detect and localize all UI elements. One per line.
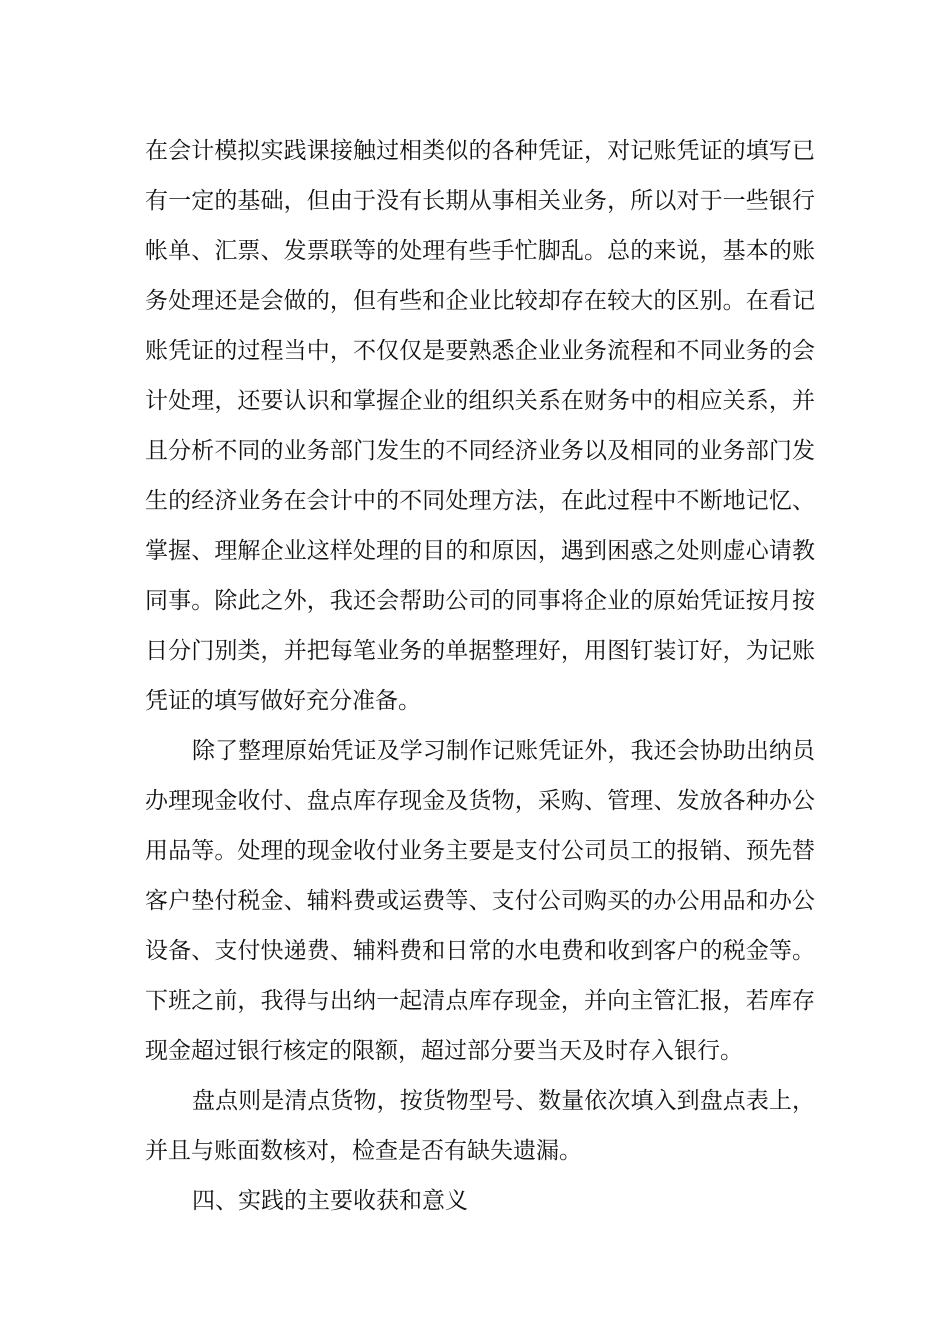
text-line: 计处理，还要认识和掌握企业的组织关系在财务中的相应关系，并	[145, 388, 815, 414]
text-line: 下班之前，我得与出纳一起清点库存现金，并向主管汇报，若库存	[145, 988, 815, 1014]
text-line: 用品等。处理的现金收付业务主要是支付公司员工的报销、预先替	[145, 838, 815, 864]
text-line: 凭证的填写做好充分准备。	[145, 688, 421, 714]
text-line: 日分门别类，并把每笔业务的单据整理好，用图钉装订好，为记账	[145, 638, 815, 664]
text-line: 盘点则是清点货物，按货物型号、数量依次填入到盘点表上，	[192, 1088, 815, 1114]
text-line: 且分析不同的业务部门发生的不同经济业务以及相同的业务部门发	[145, 438, 815, 464]
text-line: 生的经济业务在会计中的不同处理方法，在此过程中不断地记忆、	[145, 488, 815, 514]
text-line: 有一定的基础，但由于没有长期从事相关业务，所以对于一些银行	[145, 188, 815, 214]
section-heading: 四、实践的主要收获和意义	[192, 1188, 468, 1214]
text-line: 帐单、汇票、发票联等的处理有些手忙脚乱。总的来说，基本的账	[145, 238, 815, 264]
text-line: 账凭证的过程当中，不仅仅是要熟悉企业业务流程和不同业务的会	[145, 338, 815, 364]
text-line: 设备、支付快递费、辅料费和日常的水电费和收到客户的税金等。	[145, 938, 815, 964]
text-line: 除了整理原始凭证及学习制作记账凭证外，我还会协助出纳员	[192, 738, 815, 764]
text-line: 同事。除此之外，我还会帮助公司的同事将企业的原始凭证按月按	[145, 588, 815, 614]
text-line: 在会计模拟实践课接触过相类似的各种凭证，对记账凭证的填写已	[145, 138, 815, 164]
text-line: 办理现金收付、盘点库存现金及货物，采购、管理、发放各种办公	[145, 788, 815, 814]
text-line: 掌握、理解企业这样处理的目的和原因，遇到困惑之处则虚心请教	[145, 538, 815, 564]
text-line: 客户垫付税金、辅料费或运费等、支付公司购买的办公用品和办公	[145, 888, 815, 914]
text-line: 现金超过银行核定的限额，超过部分要当天及时存入银行。	[145, 1038, 743, 1064]
text-line: 务处理还是会做的，但有些和企业比较却存在较大的区别。在看记	[145, 288, 815, 314]
text-line: 并且与账面数核对，检查是否有缺失遗漏。	[145, 1138, 582, 1164]
